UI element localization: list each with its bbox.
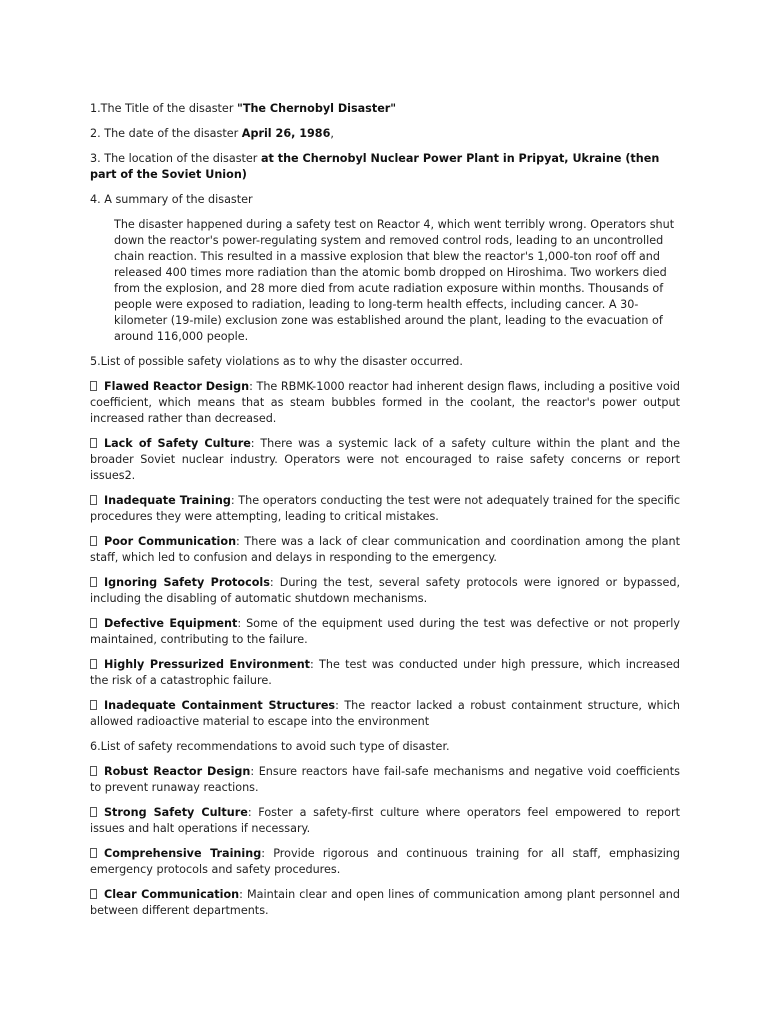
list-item — [90, 575, 680, 607]
item-title: Defective Equipment — [104, 617, 238, 630]
list-item — [90, 436, 680, 484]
location-value: at the Chernobyl Nuclear Power Plant in Pripyat, Ukraine (then part of the Soviet Union) — [90, 152, 660, 181]
recommendations-list — [90, 764, 680, 919]
item-text: : The reactor lacked a robust containment structure, which allowed radioactive material to escape into the environment — [90, 699, 680, 728]
item-text: : The operators conducting the test were not adequately trained for the specific procedures they were attempting, leading to critical mistakes. — [90, 494, 680, 523]
missing-glyph-icon — [90, 618, 97, 628]
location-label: 3. The location of the disaster — [90, 152, 261, 165]
item-text: : The RBMK-1000 reactor had inherent design flaws, including a positive void coefficient, which means that as steam bubbles formed in the coolant, the reactor's power output increased rather than decreased. — [90, 380, 680, 425]
missing-glyph-icon — [90, 848, 97, 858]
item-title: Comprehensive Training — [104, 847, 262, 860]
missing-glyph-icon — [90, 495, 97, 505]
summary-paragraph: The disaster happened during a safety test on Reactor 4, which went terribly wrong. Operators shut down the reactor's power-regulating system and removed control rods, leading to an uncontrolled chain reaction. This resulted in a massive explosion that blew the reactor's 1,000-ton roof off and released 400 times more radiation than the atomic bomb dropped on Hiroshima. Two workers died from the explosion, and 28 more died from acute radiation exposure within months. Thousands of people were exposed to radiation, leading to long-term health effects, including cancer. A 30-kilometer (19-mile) exclusion zone was established around the plant, leading to the evacuation of around 116,000 people. — [114, 218, 675, 343]
list-item — [90, 805, 680, 837]
list-item — [90, 534, 680, 566]
list-item — [90, 616, 680, 648]
item-text: : Provide rigorous and continuous training for all staff, emphasizing emergency protocols and safety procedures. — [90, 847, 680, 876]
date-label: 2. The date of the disaster — [90, 127, 242, 140]
list-item — [90, 657, 680, 689]
missing-glyph-icon — [90, 659, 97, 669]
item-title: Ignoring Safety Protocols — [104, 576, 270, 589]
item-title: Inadequate Training — [104, 494, 231, 507]
recommendations-heading: 6.List of safety recommendations to avoid such type of disaster. — [90, 740, 450, 753]
missing-glyph-icon — [90, 807, 97, 817]
item-title: Strong Safety Culture — [104, 806, 248, 819]
missing-glyph-icon — [90, 700, 97, 710]
title-question — [90, 101, 680, 117]
item-text: : During the test, several safety protocols were ignored or bypassed, including the disabling of automatic shutdown mechanisms. — [90, 576, 681, 605]
summary-heading: 4. A summary of the disaster — [90, 193, 253, 206]
list-item — [90, 493, 680, 525]
date-question — [90, 126, 680, 142]
item-text: : There was a systemic lack of a safety culture within the plant and the broader Soviet nuclear industry. Operators were not encouraged to raise safety concerns or report issues2. — [90, 437, 680, 482]
date-suffix: , — [330, 127, 334, 140]
title-value: "The Chernobyl Disaster" — [236, 102, 397, 115]
missing-glyph-icon — [90, 889, 97, 899]
date-value: April 26, 1986 — [241, 127, 331, 140]
item-text: : Maintain clear and open lines of communication among plant personnel and between different departments. — [90, 888, 680, 917]
item-text: : The test was conducted under high pressure, which increased the risk of a catastrophic failure. — [90, 658, 680, 687]
item-title: Flawed Reactor Design — [104, 380, 250, 393]
list-item — [90, 379, 680, 427]
list-item — [90, 698, 680, 730]
violations-heading: 5.List of possible safety violations as to why the disaster occurred. — [90, 355, 463, 368]
item-title: Inadequate Containment Structures — [104, 699, 336, 712]
item-title: Highly Pressurized Environment — [104, 658, 311, 671]
item-text: : Ensure reactors have fail-safe mechanisms and negative void coefficients to prevent runaway reactions. — [90, 765, 680, 794]
title-label: 1.The Title of the disaster — [90, 102, 237, 115]
list-item — [90, 887, 680, 919]
violations-list — [90, 379, 680, 730]
missing-glyph-icon — [90, 577, 97, 587]
item-text: : Foster a safety-first culture where operators feel empowered to report issues and halt operations if necessary. — [90, 806, 680, 835]
location-question — [90, 151, 680, 183]
item-text: : Some of the equipment used during the test was defective or not properly maintained, contributing to the failure. — [90, 617, 681, 646]
item-text: : There was a lack of clear communication and coordination among the plant staff, which led to confusion and delays in responding to the emergency. — [90, 535, 680, 564]
item-title: Poor Communication — [104, 535, 237, 548]
list-item — [90, 846, 680, 878]
missing-glyph-icon — [90, 438, 97, 448]
missing-glyph-icon — [90, 536, 97, 546]
list-item — [90, 764, 680, 796]
item-title: Lack of Safety Culture — [104, 437, 251, 450]
missing-glyph-icon — [90, 381, 97, 391]
item-title: Clear Communication — [104, 888, 240, 901]
missing-glyph-icon — [90, 766, 97, 776]
item-title: Robust Reactor Design — [104, 765, 251, 778]
